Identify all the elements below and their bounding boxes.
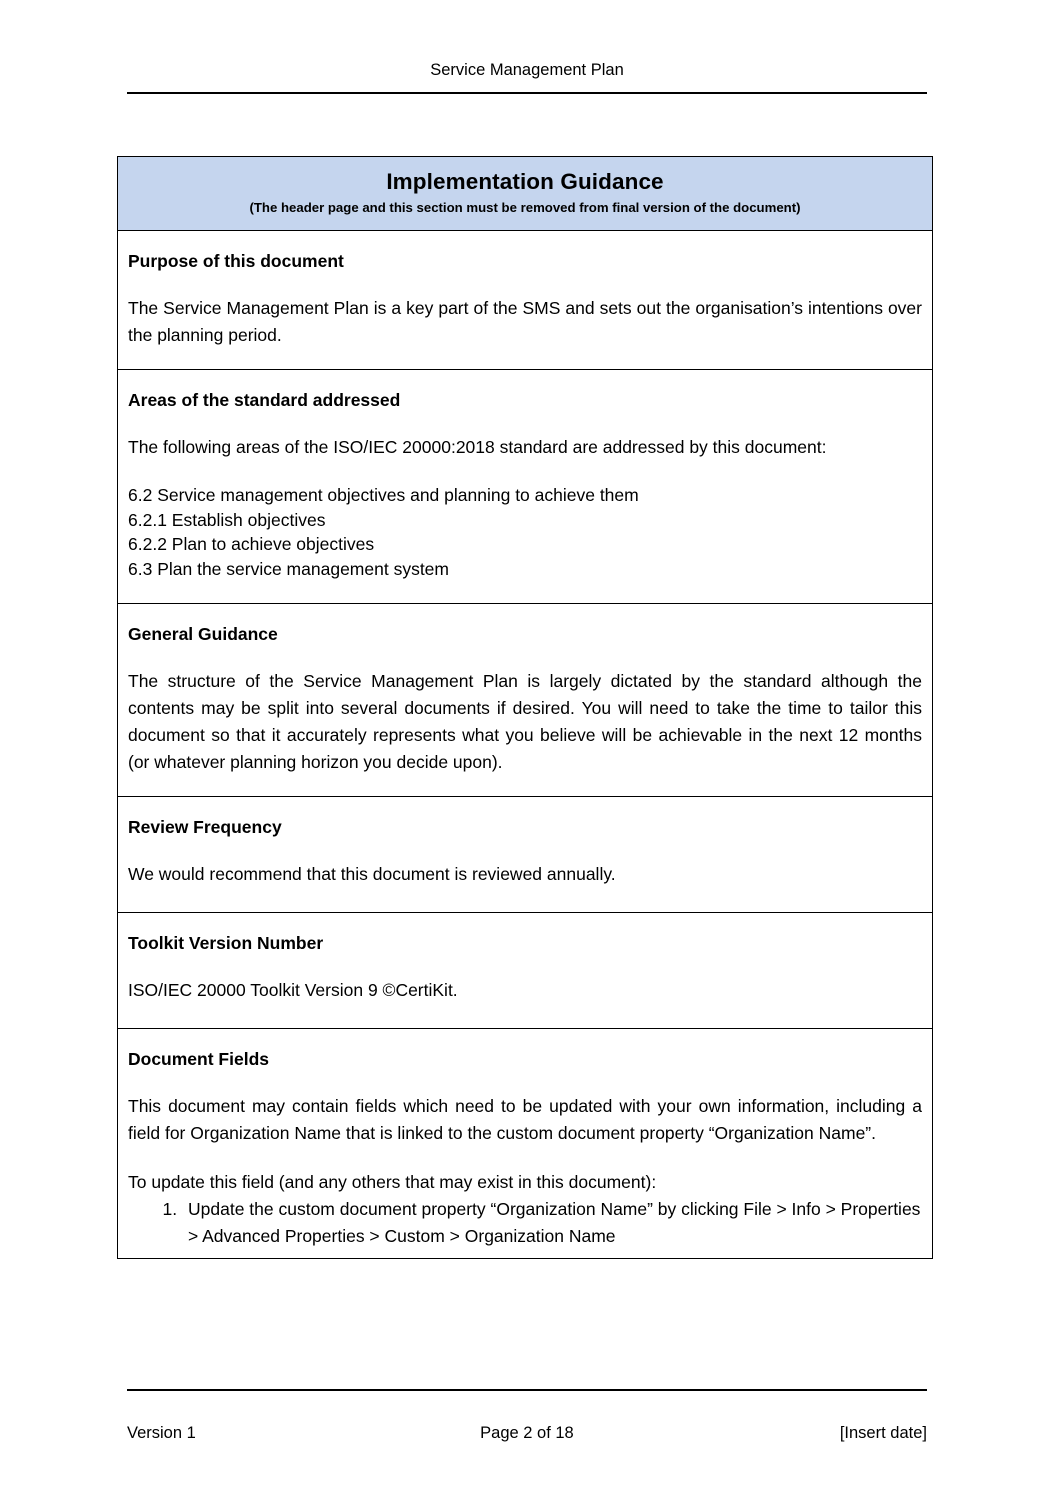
guidance-banner-subtitle: (The header page and this section must be removed from final version of the document) [249, 200, 801, 215]
section-purpose-cell [118, 231, 932, 369]
list-item: 1. Update the custom document property “Organization Name” by clicking File > Info > Properties > Advanced Properties > Custom > Organization Name [182, 1196, 922, 1250]
implementation-guidance-table [117, 156, 933, 1259]
guidance-banner-title: Implementation Guidance [386, 169, 664, 194]
section-areas-paragraph: The following areas of the ISO/IEC 20000:2018 standard are addressed by this document: [128, 437, 827, 457]
section-review-frequency-paragraph: We would recommend that this document is reviewed annually. [128, 864, 616, 884]
clause-item: 6.2.1 Establish objectives [128, 509, 326, 530]
section-document-fields-paragraph-1: This document may contain fields which need to be updated with your own information, including a field for Organization Name that is linked to the custom document property “Organization Name”. [128, 1096, 922, 1143]
section-document-fields-row [118, 1029, 932, 1258]
section-areas-row [118, 370, 932, 604]
section-purpose-heading: Purpose of this document [128, 251, 344, 271]
section-review-frequency-cell [118, 797, 932, 912]
footer-version: Version 1 [127, 1424, 196, 1442]
clause-item: 6.2.2 Plan to achieve objectives [128, 534, 375, 554]
footer-divider-rule [127, 1389, 927, 1391]
section-toolkit-version-paragraph: ISO/IEC 20000 Toolkit Version 9 ©CertiKit. [128, 980, 458, 1000]
standard-clause-list [128, 483, 922, 581]
page-footer [127, 1422, 927, 1444]
section-review-frequency-heading: Review Frequency [128, 817, 282, 837]
section-document-fields-heading: Document Fields [128, 1049, 269, 1069]
section-toolkit-version-heading: Toolkit Version Number [128, 933, 324, 953]
clause-item: 6.3 Plan the service management system [128, 558, 449, 579]
section-areas-cell [118, 370, 932, 603]
section-toolkit-version-row [118, 913, 932, 1029]
section-general-guidance-row [118, 604, 932, 797]
document-fields-step-list [128, 1196, 922, 1250]
footer-date: [Insert date] [839, 1424, 927, 1442]
section-toolkit-version-cell [118, 913, 932, 1028]
guidance-banner [118, 157, 932, 230]
section-document-fields-cell [118, 1029, 932, 1258]
section-document-fields-paragraph-2: To update this field (and any others that may exist in this document): [128, 1172, 657, 1192]
section-areas-heading: Areas of the standard addressed [128, 390, 401, 410]
section-purpose-paragraph: The Service Management Plan is a key part of the SMS and sets out the organisation’s intentions over the planning period. [128, 298, 922, 345]
section-general-guidance-cell [118, 604, 932, 796]
page-header-title: Service Management Plan [430, 61, 624, 79]
section-general-guidance-paragraph: The structure of the Service Management Plan is largely dictated by the standard although the contents may be split into several documents if desired. You will need to take the time to tailor this document so that it accurately represents what you believe will be achievable in the next 12 months (or whatever planning horizon you decide upon). [128, 671, 922, 772]
clause-item: 6.2 Service management objectives and planning to achieve them [128, 485, 639, 505]
guidance-banner-row [118, 157, 932, 231]
footer-page-number: Page 2 of 18 [480, 1424, 574, 1442]
section-purpose-row [118, 231, 932, 370]
section-review-frequency-row [118, 797, 932, 913]
header-divider-rule [127, 92, 927, 94]
section-general-guidance-heading: General Guidance [128, 624, 278, 644]
